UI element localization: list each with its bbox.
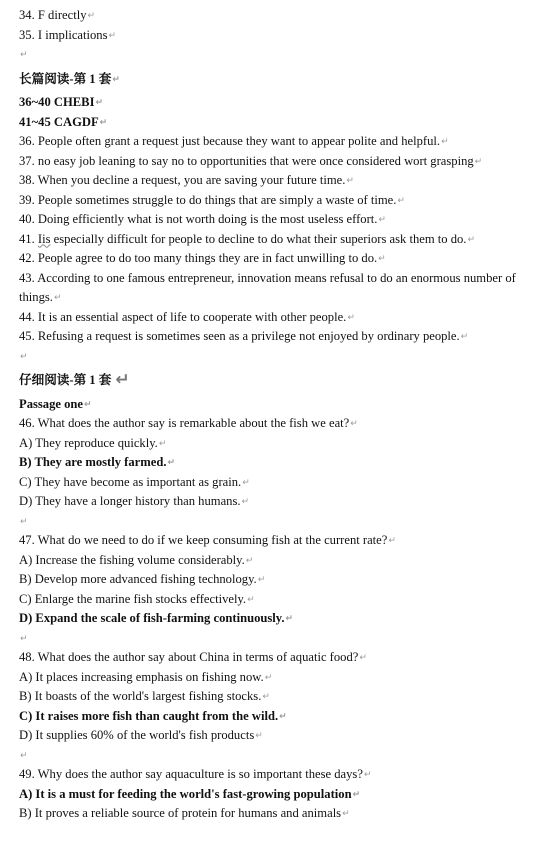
paragraph-mark-icon: ↵	[112, 74, 120, 85]
paragraph-mark-icon: ↵	[350, 419, 358, 429]
paragraph-mark-icon: ↵	[84, 399, 92, 410]
paragraph-mark-icon: ↵	[20, 351, 28, 362]
answer-option	[19, 473, 551, 493]
item-44	[19, 308, 551, 328]
question-stem	[19, 648, 551, 668]
option-text: A) They reproduce quickly.	[19, 435, 158, 450]
option-text: D) Expand the scale of fish-farming continuously.	[19, 611, 285, 625]
answer-option-correct	[19, 707, 551, 727]
answer-option-correct	[19, 453, 551, 473]
paragraph-mark-icon: ↵	[264, 672, 273, 683]
item-41	[19, 230, 551, 250]
paragraph-mark-icon: ↵	[167, 458, 176, 468]
item-text: especially difficult for people to decline to do what their superiors ask them to do.	[53, 231, 467, 246]
item-number: 41.	[19, 231, 35, 246]
paragraph-mark-icon: ↵	[347, 312, 355, 323]
question-list	[19, 414, 551, 824]
item-text: 42. People agree to do too many things they are in fact unwilling to do.	[19, 251, 378, 265]
item-35	[19, 26, 551, 46]
empty-paragraph	[19, 512, 551, 532]
question-text: 49. Why does the author say aquaculture is so important these days?	[19, 767, 363, 781]
paragraph-mark-icon: ↵	[53, 293, 62, 303]
answer-option-correct	[19, 609, 551, 629]
item-text: 35. I implications	[19, 27, 108, 42]
item-39	[19, 191, 551, 211]
item-text: 38. When you decline a request, you are saving your future time.	[19, 173, 346, 187]
question-text: 47. What do we need to do if we keep consuming fish at the current rate?	[19, 533, 388, 547]
item-36	[19, 132, 551, 152]
empty-paragraph	[19, 45, 551, 65]
paragraph-mark-icon: ↵	[255, 731, 263, 741]
item-text: 34. F directly	[19, 8, 87, 22]
paragraph-mark-icon: ↵	[87, 11, 96, 21]
paragraph-mark-icon: ↵	[346, 176, 354, 186]
paragraph-mark-icon: ↵	[279, 711, 287, 722]
paragraph-mark-icon: ↵	[241, 497, 250, 507]
paragraph-mark-icon: ↵	[257, 575, 266, 585]
paragraph-mark-icon: ↵	[441, 137, 449, 147]
question-text: 48. What does the author say about China in terms of aquatic food?	[19, 650, 359, 664]
item-43-continued	[19, 288, 551, 308]
option-text: C) It raises more fish than caught from the wild.	[19, 708, 279, 723]
paragraph-mark-icon: ↵	[359, 653, 367, 663]
option-text: A) Increase the fishing volume considerably.	[19, 552, 245, 567]
return-arrow-icon: ↵	[115, 370, 130, 390]
paragraph-mark-icon: ↵	[352, 789, 361, 800]
item-text: 39. People sometimes struggle to do things that are simply a waste of time.	[19, 192, 397, 207]
question-stem	[19, 765, 551, 785]
item-text: 43. According to one famous entrepreneur, innovation means refusal to do an enormous number of	[19, 270, 516, 285]
question-text: 46. What does the author say is remarkable about the fish we eat?	[19, 416, 350, 430]
option-text: C) Enlarge the marine fish stocks effectively.	[19, 591, 247, 606]
paragraph-mark-icon: ↵	[108, 30, 117, 41]
empty-paragraph	[19, 347, 551, 367]
section-title-text: 仔细阅读-第 1 套	[19, 373, 112, 387]
item-text: 45. Refusing a request is sometimes seen as a privilege not enjoyed by ordinary people.	[19, 329, 460, 343]
item-38	[19, 171, 551, 191]
answer-option	[19, 590, 551, 610]
answer-option	[19, 668, 551, 688]
option-text: B) It proves a reliable source of protein for humans and animals	[19, 806, 342, 820]
item-text: 44. It is an essential aspect of life to cooperate with other people.	[19, 309, 347, 324]
answer-option	[19, 687, 551, 707]
paragraph-mark-icon: ↵	[99, 117, 108, 128]
answer-option	[19, 570, 551, 590]
paragraph-mark-icon: ↵	[158, 438, 167, 449]
paragraph-mark-icon: ↵	[378, 215, 386, 225]
item-40	[19, 210, 551, 230]
item-text: things.	[19, 290, 53, 304]
paragraph-mark-icon: ↵	[388, 536, 396, 546]
item-43	[19, 269, 551, 289]
paragraph-mark-icon: ↵	[262, 692, 270, 702]
option-text: A) It places increasing emphasis on fishing now.	[19, 669, 264, 684]
option-text: C) They have become as important as grain.	[19, 474, 242, 489]
question-stem	[19, 531, 551, 551]
paragraph-mark-icon: ↵	[460, 332, 469, 342]
paragraph-mark-icon: ↵	[397, 195, 405, 206]
answer-option	[19, 434, 551, 454]
answer-option	[19, 492, 551, 512]
paragraph-mark-icon: ↵	[247, 594, 255, 605]
option-text: D) They have a longer history than humans.	[19, 494, 241, 508]
option-text: A) It is a must for feeding the world's fast-growing population	[19, 786, 352, 801]
paragraph-mark-icon: ↵	[474, 156, 483, 167]
section-title-long-reading	[19, 70, 551, 90]
item-37	[19, 152, 551, 172]
option-text: D) It supplies 60% of the world's fish products	[19, 728, 255, 742]
answer-key-36-40	[19, 93, 551, 113]
paragraph-mark-icon: ↵	[242, 477, 250, 488]
empty-paragraph	[19, 746, 551, 766]
item-text: 37. no easy job leaning to say no to opportunities that were once considered wort grasping	[19, 153, 474, 168]
item-34	[19, 6, 551, 26]
option-text: B) It boasts of the world's largest fishing stocks.	[19, 689, 262, 703]
answer-key-text: 36~40 CHEBI	[19, 95, 95, 109]
passage-label	[19, 395, 551, 415]
paragraph-mark-icon: ↵	[467, 234, 476, 245]
empty-paragraph	[19, 629, 551, 649]
option-text: B) Develop more advanced fishing technology.	[19, 572, 257, 586]
paragraph-mark-icon: ↵	[20, 750, 28, 761]
section-title-careful-reading	[19, 371, 551, 391]
item-text: 36. People often grant a request just because they want to appear polite and helpful.	[19, 134, 441, 148]
document-page	[19, 6, 551, 824]
paragraph-mark-icon: ↵	[342, 809, 350, 819]
answer-key-text: 41~45 CAGDF	[19, 114, 99, 129]
option-text: B) They are mostly farmed.	[19, 455, 167, 469]
spellcheck-word: Iis	[37, 231, 51, 246]
paragraph-mark-icon: ↵	[363, 770, 372, 780]
question-stem	[19, 414, 551, 434]
passage-label-text: Passage one	[19, 396, 84, 411]
item-text: 40. Doing efficiently what is not worth doing is the most useless effort.	[19, 212, 378, 226]
answer-option	[19, 804, 551, 824]
item-45	[19, 327, 551, 347]
item-42	[19, 249, 551, 269]
paragraph-mark-icon: ↵	[245, 555, 254, 566]
answer-option-correct	[19, 785, 551, 805]
paragraph-mark-icon: ↵	[285, 614, 294, 624]
paragraph-mark-icon: ↵	[20, 50, 28, 60]
section-title-text: 长篇阅读-第 1 套	[19, 71, 112, 86]
paragraph-mark-icon: ↵	[378, 254, 386, 264]
paragraph-mark-icon: ↵	[20, 516, 28, 527]
answer-option	[19, 726, 551, 746]
paragraph-mark-icon: ↵	[20, 633, 28, 644]
answer-key-41-45	[19, 113, 551, 133]
answer-option	[19, 551, 551, 571]
paragraph-mark-icon: ↵	[95, 98, 104, 108]
